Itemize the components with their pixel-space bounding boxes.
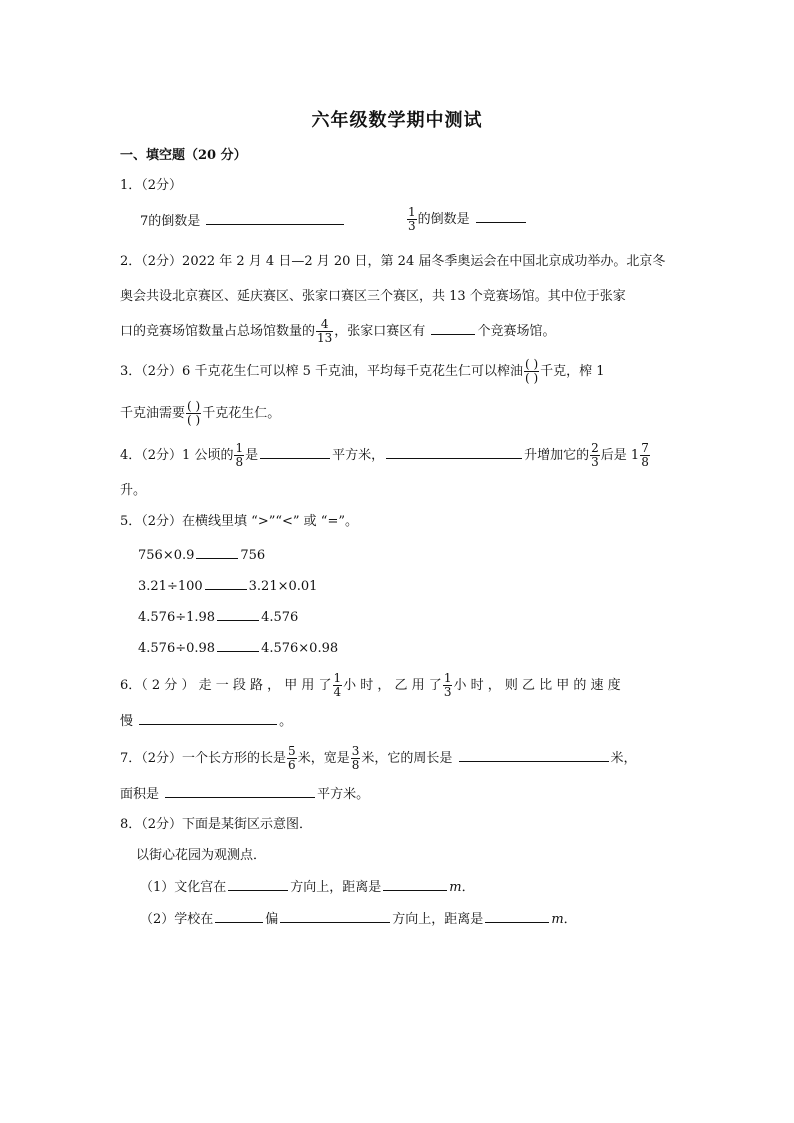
answer-blank[interactable]	[139, 710, 277, 725]
answer-fraction[interactable]: $\frac{( )}{( )}$	[187, 399, 201, 427]
q1-part-b	[406, 206, 528, 233]
answer-blank[interactable]	[485, 908, 549, 923]
answer-blank[interactable]	[476, 208, 526, 223]
fraction: $\frac{1}{3}$	[443, 671, 452, 699]
q2-line2: 奥会共设北京赛区、延庆赛区、张家口赛区三个赛区，共 13 个竞赛场馆。其中位于张家	[120, 289, 626, 304]
q2-line1: 2．（2分）2022 年 2 月 4 日—2 月 20 日，第 24 届冬季奥运会在中国北京成功举办。北京冬	[120, 254, 666, 269]
answer-blank[interactable]	[386, 444, 522, 459]
answer-fraction[interactable]: $\frac{( )}{( )}$	[524, 357, 539, 385]
q8-part2: （2）学校在 偏 方向上，距离是 m．	[140, 908, 577, 930]
q5-item: 756×0.9 756	[138, 544, 265, 566]
q3-line2: 千克油需要 $\frac{( )}{( )}$ 千克花生仁。	[120, 399, 281, 427]
answer-blank[interactable]	[228, 876, 288, 891]
q7-line2: 面积是 平方米。	[120, 783, 369, 805]
fraction: $\frac{1}{3}$	[408, 205, 416, 233]
q6-line1: 6．（ 2 分 ） 走 一 段 路 ， 甲 用 了 $\frac{1}{4}$ 小 时 ， 乙 用 了 $\frac{1}{3}$ 小 时 ， 则 乙 比 甲 的 速 度	[120, 671, 621, 699]
fraction: $\frac{4}{13}$	[317, 317, 333, 345]
q1-part-a	[140, 210, 346, 232]
q5-item: 4.576÷1.98 4.576	[138, 606, 298, 628]
page-title: 六年级数学期中测试	[311, 110, 483, 131]
fraction: $\frac{7}{8}$	[641, 441, 649, 469]
answer-blank[interactable]	[383, 876, 447, 891]
answer-blank[interactable]	[205, 575, 247, 590]
q1-text-b: 的倒数是	[417, 212, 470, 227]
q6-line2: 慢 。	[120, 710, 292, 732]
answer-blank[interactable]	[196, 544, 238, 559]
section-heading: 一、填空题（20 分）	[120, 148, 247, 163]
fraction: $\frac{3}{8}$	[351, 744, 360, 772]
q4-line1: 4．（2分）1 公顷的 $\frac{1}{8}$ 是 平方米， 升增加它的 $\frac{2}{3}$ 后是 1 $\frac{7}{8}$	[120, 441, 649, 469]
answer-blank[interactable]	[217, 637, 259, 652]
q3-line1: 3．（2分）6 千克花生仁可以榨 5 千克油，平均每千克花生仁可以榨油 $\frac{( )}{( )}$ 千克，榨 1	[120, 357, 605, 385]
q8-part1: （1）文化宫在 方向上，距离是 m．	[140, 876, 475, 898]
answer-blank[interactable]	[217, 606, 259, 621]
answer-blank[interactable]	[215, 908, 263, 923]
fraction: $\frac{1}{8}$	[235, 441, 244, 469]
q1-text-a: 7的倒数是	[140, 214, 201, 229]
q5-item: 3.21÷100 3.21×0.01	[138, 575, 317, 597]
answer-blank[interactable]	[459, 747, 609, 762]
q5-head: 5．（2分）在横线里填 “>”“<” 或 “=”。	[120, 514, 358, 529]
q8-sub: 以街心花园为观测点．	[136, 848, 267, 863]
q1-head: 1．（2分）	[120, 178, 183, 193]
q7-line1: 7．（2分）一个长方形的长是 $\frac{5}{6}$ 米，宽是 $\frac{3}{8}$ 米，它的周长是 米，	[120, 744, 637, 772]
answer-blank[interactable]	[206, 210, 344, 225]
fraction: $\frac{1}{4}$	[333, 671, 342, 699]
answer-blank[interactable]	[280, 908, 390, 923]
answer-blank[interactable]	[165, 783, 315, 798]
answer-blank[interactable]	[431, 320, 475, 335]
q5-item: 4.576÷0.98 4.576×0.98	[138, 637, 338, 659]
q2-line3: 口的竞赛场馆数量占总场馆数量的 $\frac{4}{13}$ ，张家口赛区有 个竞赛场馆。	[120, 317, 556, 345]
fraction: $\frac{2}{3}$	[591, 441, 599, 469]
q4-line2: 升。	[120, 483, 147, 498]
answer-blank[interactable]	[260, 444, 330, 459]
q8-head: 8．（2分）下面是某街区示意图．	[120, 817, 313, 832]
fraction: $\frac{5}{6}$	[288, 744, 296, 772]
